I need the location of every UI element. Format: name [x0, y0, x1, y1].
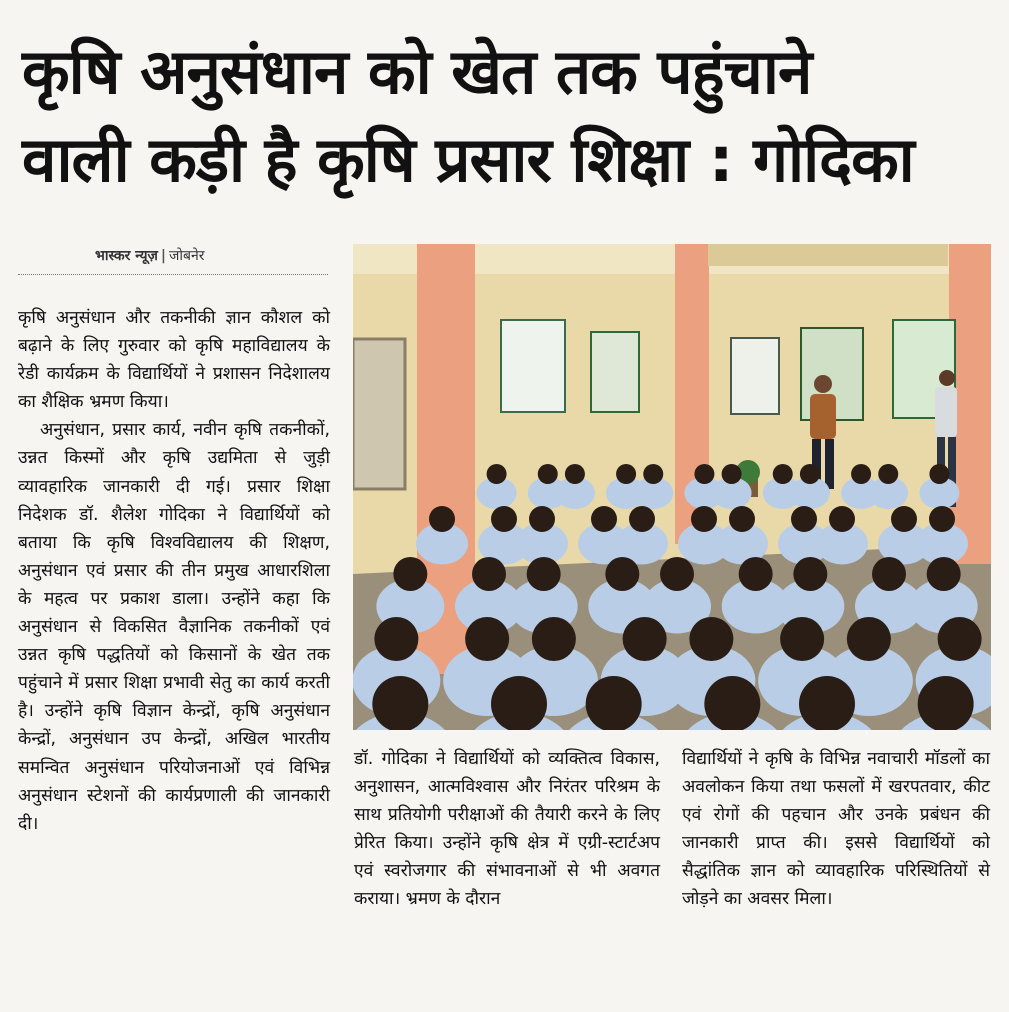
article-column-1 [18, 304, 330, 838]
student-head [605, 557, 639, 591]
student-head [527, 557, 561, 591]
article-paragraph-2: अनुसंधान, प्रसार कार्य, नवीन कृषि तकनीकों, उन्नत किस्मों और कृषि उद्यमिता से जुड़ी व्यावहारिक जानकारी दी गई। प्रसार शिक्षा निदेशक डॉ. शैलेश गोदिका ने विद्यार्थियों को बताया कि कृषि विश्वविद्यालय की शिक्षण, अनुसंधान एवं प्रसार की तीन प्रमुख आधारशिला के महत्व पर प्रकाश डाला। उन्होंने कहा कि अनुसंधान से विकसित वैज्ञानिक तकनीकों एवं उन्नत कृषि पद्धतियों को किसानों के खेत तक पहुंचाने में प्रसार शिक्षा प्रभावी सेतु का कार्य करती है। उन्होंने कृषि विज्ञान केन्द्रों, कृषि अनुसंधान केन्द्रों, अनुसंधान उप केन्द्रों, अखिल भारतीय समन्वित अनुसंधान परियोजनाओं एवं विभिन्न अनुसंधान स्टेशनों की कार्यप्रणाली की जानकारी दी। [18, 420, 330, 834]
student-head [739, 557, 773, 591]
student-head [704, 676, 760, 730]
student-head [780, 617, 824, 661]
student-head [691, 506, 717, 532]
student-head [532, 617, 576, 661]
student-head [393, 557, 427, 591]
student-head [791, 506, 817, 532]
student-head [472, 557, 506, 591]
byline-separator: | [160, 248, 167, 264]
student-head [918, 676, 974, 730]
headline [22, 28, 992, 204]
student-head [591, 506, 617, 532]
poster-3 [731, 338, 779, 414]
byline [95, 246, 205, 265]
student-head [929, 506, 955, 532]
news-photo [353, 244, 991, 730]
door [353, 339, 405, 489]
poster-1 [501, 320, 565, 412]
student-head [773, 464, 793, 484]
poster-2 [591, 332, 639, 412]
student-head [491, 506, 517, 532]
student-head [643, 464, 663, 484]
student-head [793, 557, 827, 591]
student-head [374, 617, 418, 661]
headline-line-2: वाली कड़ी है कृषि प्रसार शिक्षा : गोदिका [22, 123, 914, 196]
student-head [891, 506, 917, 532]
article-column-3: विद्यार्थियों ने कृषि के विभिन्न नवाचारी मॉडलों का अवलोकन किया तथा फसलों में खरपतवार, कीट एवं रोगों की पहचान और उनके प्रबंधन की जानकारी प्राप्त की। इससे विद्यार्थियों को सैद्धांतिक ज्ञान को व्यावहारिक परिस्थितियों से जोड़ने का अवसर मिला। [682, 749, 990, 910]
article-paragraph-1: कृषि अनुसंधान और तकनीकी ज्ञान कौशल को बढ़ाने के लिए गुरुवार को कृषि महाविद्यालय के रेडी कार्यक्रम के विद्यार्थियों ने प्रशासन निदेशालय का शैक्षिक भ्रमण किया। [18, 308, 330, 413]
student-head [586, 676, 642, 730]
student-head [689, 617, 733, 661]
article-column-2: डॉ. गोदिका ने विद्यार्थियों को व्यक्तित्व विकास, अनुशासन, आत्मविश्वास और निरंतर परिश्रम के साथ प्रतियोगी परीक्षाओं की तैयारी करने के लिए प्रेरित किया। उन्होंने कृषि क्षेत्र में एग्री-स्टार्टअप एवं स्वरोजगार की संभावनाओं से भी अवगत कराया। भ्रमण के दौरान [354, 749, 660, 910]
student-head [938, 617, 982, 661]
byline-divider [18, 274, 328, 275]
student-head [929, 464, 949, 484]
student-head [565, 464, 585, 484]
student-head [927, 557, 961, 591]
byline-agency: भास्कर न्यूज़ [95, 248, 158, 264]
classroom-photo-illustration [353, 244, 991, 730]
student-head [722, 464, 742, 484]
student-head [629, 506, 655, 532]
student-head [616, 464, 636, 484]
student-head [847, 617, 891, 661]
student-head [623, 617, 667, 661]
student-head [878, 464, 898, 484]
student-head [487, 464, 507, 484]
student-head [694, 464, 714, 484]
student-head [872, 557, 906, 591]
student-head [429, 506, 455, 532]
student-head [829, 506, 855, 532]
headline-line-1: कृषि अनुसंधान को खेत तक पहुंचाने [22, 35, 812, 108]
student-head [538, 464, 558, 484]
student-head [465, 617, 509, 661]
ceiling-beam [708, 244, 948, 266]
byline-place: जोबनेर [169, 248, 205, 264]
student-head [800, 464, 820, 484]
student-head [799, 676, 855, 730]
student-head [660, 557, 694, 591]
student-head [372, 676, 428, 730]
student-head [491, 676, 547, 730]
student-head [529, 506, 555, 532]
student-head [729, 506, 755, 532]
student-head [851, 464, 871, 484]
